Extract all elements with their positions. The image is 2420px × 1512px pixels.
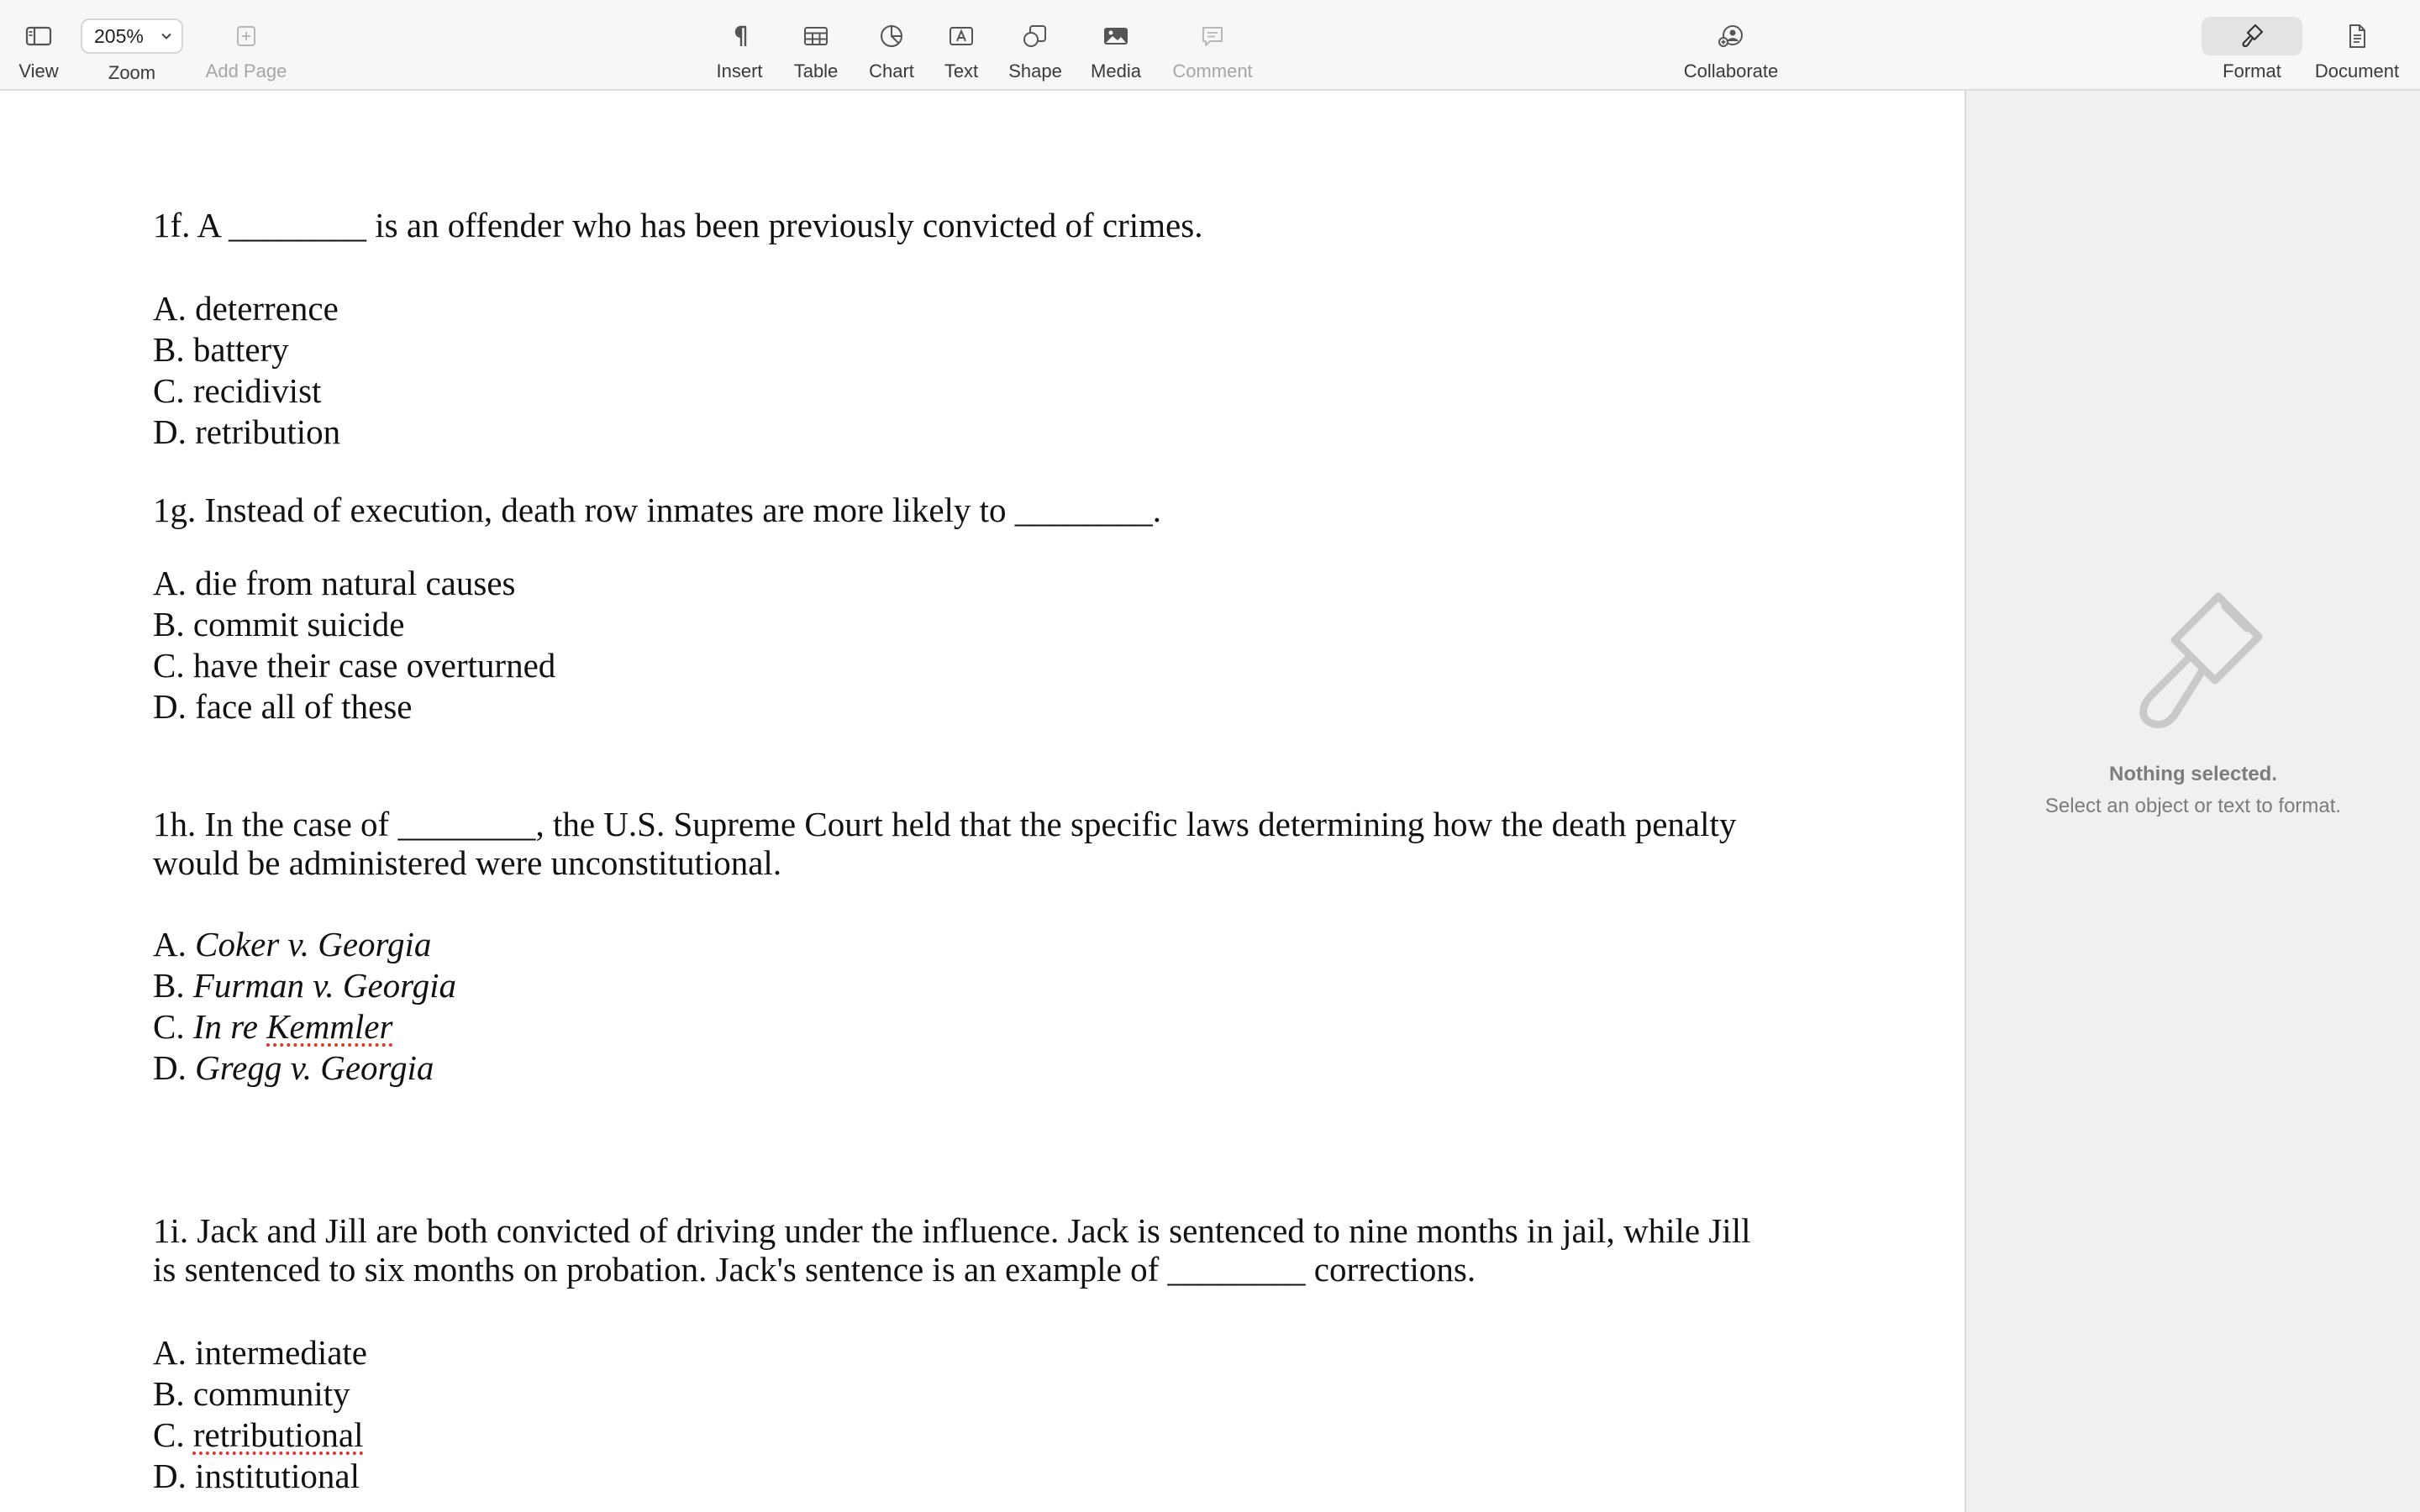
option-letter: C. (153, 1007, 193, 1046)
zoom-label: Zoom (108, 62, 156, 83)
text-label: Text (944, 60, 979, 81)
comment-icon (1162, 12, 1263, 60)
question-1g[interactable]: 1g. Instead of execution, death row inmates are more likely to ________. (153, 491, 1162, 529)
option-1h-c[interactable] (153, 1006, 1766, 1047)
collaborate-label: Collaborate (1683, 60, 1779, 81)
empty-title: Nothing selected. (2108, 763, 2278, 785)
add-page-icon (196, 12, 297, 60)
options-1g (153, 563, 1766, 727)
toolbar (0, 0, 2420, 91)
collaborate-icon (1681, 12, 1781, 60)
format-button[interactable] (2202, 0, 2302, 91)
view-button[interactable] (0, 0, 89, 91)
comment-label: Comment (1172, 60, 1253, 81)
option-1i-b[interactable]: B. community (153, 1374, 350, 1413)
case-name-prefix: In re (192, 1007, 267, 1046)
option-1h-b[interactable] (153, 965, 1766, 1006)
media-label: Media (1091, 60, 1141, 81)
format-sidebar (1965, 91, 2420, 1512)
option-letter: B. (153, 966, 193, 1005)
document-label: Document (2314, 60, 2400, 81)
format-icon-wrap (2202, 12, 2302, 60)
option-1g-b[interactable]: B. commit suicide (153, 605, 405, 643)
option-letter: C. (153, 1415, 193, 1454)
misspelled-word[interactable]: Kemmler (266, 1007, 393, 1046)
media-button[interactable] (1065, 0, 1166, 91)
option-1f-a[interactable]: A. deterrence (153, 289, 339, 328)
option-1g-a[interactable]: A. die from natural causes (153, 564, 516, 602)
document-button[interactable] (2307, 0, 2407, 91)
case-name: Furman v. Georgia (192, 966, 457, 1005)
comment-button[interactable] (1162, 0, 1263, 91)
document-canvas[interactable] (0, 91, 1965, 1512)
empty-subtitle: Select an object or text to format. (2044, 795, 2342, 817)
insert-label: Insert (716, 60, 763, 81)
empty-state (1966, 586, 2420, 818)
options-1f (153, 288, 1766, 453)
question-1h[interactable]: 1h. In the case of ________, the U.S. Supreme Court held that the specific laws determining how the death penalty would be administered were unconstitutional. (153, 805, 1737, 882)
option-1i-a[interactable]: A. intermediate (153, 1333, 368, 1372)
paintbrush-icon (2238, 22, 2266, 50)
case-name: Coker v. Georgia (195, 925, 432, 963)
question-1i[interactable]: 1i. Jack and Jill are both convicted of driving under the influence. Jack is sentenced to nine months in jail, while Jill is sentenced to six months on probation. Jack's sentence is an example of ________ corrections. (153, 1211, 1751, 1289)
question-1f[interactable]: 1f. A ________ is an offender who has been previously convicted of crimes. (153, 206, 1203, 244)
option-letter: A. (153, 925, 196, 963)
document-icon (2307, 12, 2407, 60)
view-label: View (18, 60, 59, 81)
zoom-control[interactable] (81, 0, 183, 91)
misspelled-word[interactable]: retributional (192, 1415, 364, 1454)
collaborate-button[interactable] (1681, 0, 1781, 91)
option-letter: D. (153, 1048, 196, 1087)
chevron-down-icon (160, 29, 173, 43)
option-1h-a[interactable] (153, 924, 1766, 965)
options-1i (153, 1332, 1766, 1497)
option-1f-d[interactable]: D. retribution (153, 412, 341, 451)
add-page-label: Add Page (205, 60, 287, 81)
add-page-button[interactable] (196, 0, 297, 91)
shape-label: Shape (1008, 60, 1062, 81)
option-1h-d[interactable] (153, 1047, 1766, 1089)
case-name: Gregg v. Georgia (195, 1048, 434, 1087)
option-1f-c[interactable]: C. recidivist (153, 371, 322, 410)
zoom-value: 205% (94, 24, 144, 47)
zoom-select[interactable] (81, 18, 183, 54)
option-1i-d[interactable]: D. institutional (153, 1457, 360, 1495)
option-1f-b[interactable]: B. battery (153, 330, 289, 369)
paintbrush-icon (2118, 586, 2269, 738)
options-1h (153, 924, 1766, 1089)
option-1i-c[interactable] (153, 1415, 1766, 1456)
chart-label: Chart (869, 60, 914, 81)
format-label: Format (2223, 60, 2281, 81)
sidebar-icon (0, 12, 89, 60)
option-1g-d[interactable]: D. face all of these (153, 687, 413, 726)
document-body[interactable] (153, 205, 1766, 1497)
format-active-pill (2202, 17, 2302, 55)
option-1g-c[interactable]: C. have their case overturned (153, 646, 556, 685)
table-label: Table (793, 60, 839, 81)
photo-icon (1065, 12, 1166, 60)
